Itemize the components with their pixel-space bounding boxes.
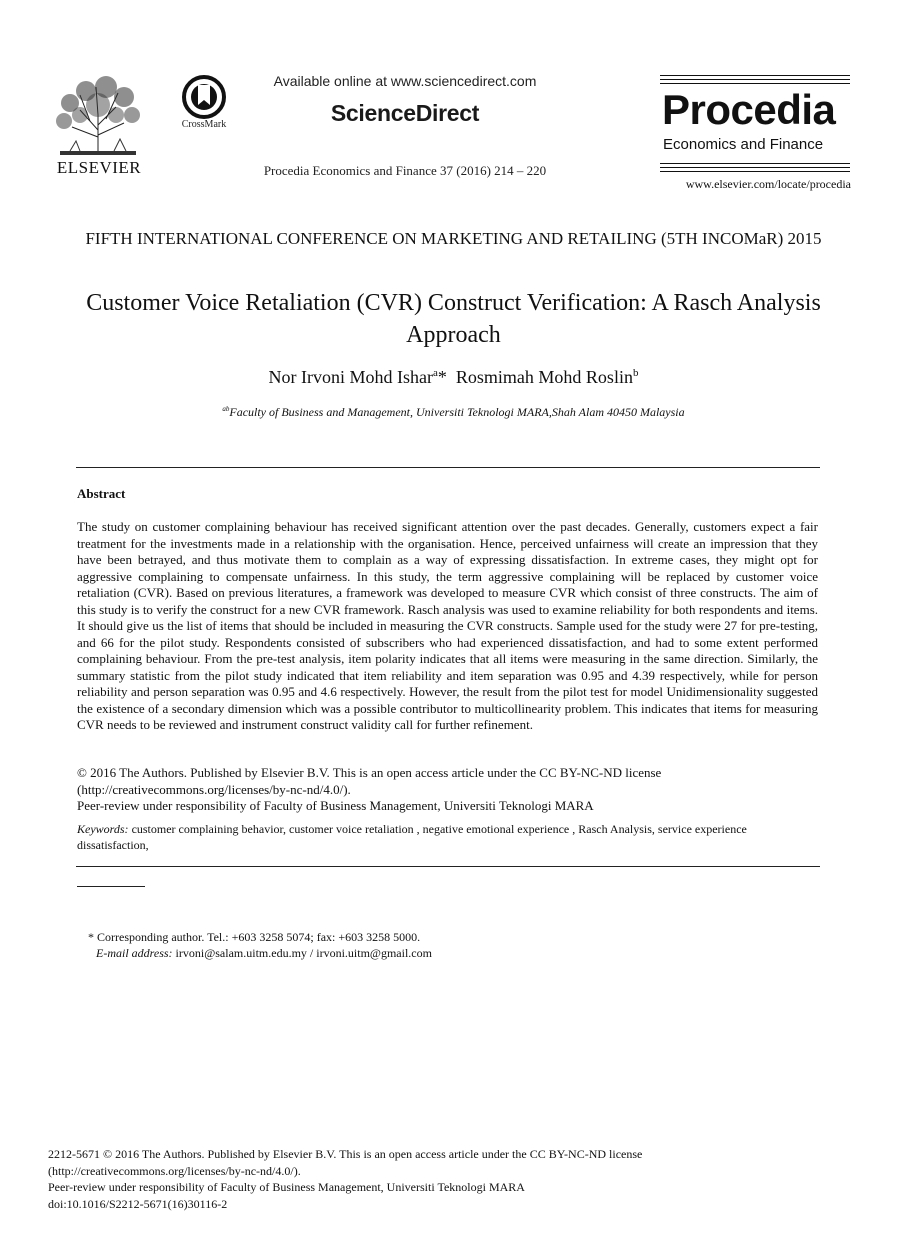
procedia-title: Procedia <box>662 86 836 133</box>
doi[interactable]: doi:10.1016/S2212-5671(16)30116-2 <box>48 1196 228 1211</box>
divider <box>76 866 820 867</box>
peer-review-text: Peer-review under responsibility of Faculty of Business Management, Universiti Teknologi MARA <box>77 798 594 813</box>
copyright-block <box>77 765 818 815</box>
keywords-text: customer complaining behavior, customer voice retaliation , negative emotional experience , Rasch Analysis, service experience dissatisfaction, <box>77 822 747 852</box>
footer-peer-review: Peer-review under responsibility of Faculty of Business Management, Universiti Teknologi MARA <box>48 1180 525 1194</box>
conference-name: FIFTH INTERNATIONAL CONFERENCE ON MARKETING AND RETAILING (5TH INCOMaR) 2015 <box>85 229 822 248</box>
page-footer <box>48 1146 848 1212</box>
sciencedirect-logo: ScienceDirect <box>330 100 480 126</box>
affiliation-text: Faculty of Business and Management, Universiti Teknologi MARA,Shah Alam 40450 Malaysia <box>229 405 685 419</box>
email-label: E-mail address: <box>96 946 173 960</box>
crossmark-label: CrossMark <box>181 119 227 130</box>
author-list <box>60 367 847 388</box>
article-title: Customer Voice Retaliation (CVR) Construct Verification: A Rasch Analysis Approach <box>86 290 821 348</box>
footer-license-link[interactable]: (http://creativecommons.org/licenses/by-nc-nd/4.0/). <box>48 1163 301 1178</box>
procedia-masthead <box>660 75 850 193</box>
author-affiliation-mark: b <box>632 367 639 379</box>
journal-reference: Procedia Economics and Finance 37 (2016) 214 – 220 <box>263 163 547 178</box>
author-name: Rosmimah Mohd Roslin <box>455 367 633 387</box>
footnote <box>88 929 788 961</box>
keywords <box>77 821 818 853</box>
author-affiliation-mark: a <box>433 367 438 379</box>
author-name: Nor Irvoni Mohd Ishar <box>268 367 434 387</box>
keywords-label: Keywords: <box>77 822 129 836</box>
divider <box>76 467 820 468</box>
abstract-text: The study on customer complaining behaviour has received significant attention over the past decades. Generally, customers expect a fair treatment for the investments made in a relationship with the organisation. Hence, perceived unfairness will create an impression that they have been betrayed, and thus motivate them to complain as a way of expressing dissatisfaction. In extreme cases, they might opt for aggressive complaining to compensate unfairness. In this study, the term aggressive complaining will be replaced by customer voice retaliation (CVR). Based on previous literatures, a framework was developed to measure CVR which consist of three constructs. The aim of this study is to verify the construct for a new CVR framework. Rasch analysis was used to examine reliability for both respondents and items. It should give us the list of items that should be included in measuring the CVR constructs. Sample used for the study were 27 for pre-testing, and 66 for the pilot study. Respondents consisted of subscribers who had experienced dissatisfaction, and had to some extent performed complaining behaviour. From the pre-test analysis, item polarity indicates that all items were measuring in the same direction. Similarly, the summary statistic from the pilot study indicated that item reliability and item separation was 0.95 and 4.39 respectively, while for person reliability and person separation was 0.95 and 4.6 respectively. However, the result from the pilot test for model Unidimensionality suggested the existence of a secondary dimension which was a possible contributor to multicollinearity problem. This indicates that items for measuring CVR needs to be reviewed and instrument construct validity call for further refinement. <box>77 519 818 732</box>
procedia-subtitle: Economics and Finance <box>663 136 824 153</box>
procedia-url[interactable]: www.elsevier.com/locate/procedia <box>685 177 851 191</box>
corresponding-author-mark: * <box>437 367 447 387</box>
publisher-name: ELSEVIER <box>56 158 142 177</box>
abstract-heading: Abstract <box>77 486 126 501</box>
footnote-rule <box>77 886 145 887</box>
issn-copyright: 2212-5671 © 2016 The Authors. Published by Elsevier B.V. This is an open access article under the CC BY-NC-ND license <box>48 1147 643 1161</box>
corresponding-author-note: * Corresponding author. Tel.: +603 3258 5074; fax: +603 3258 5000. <box>88 930 421 944</box>
affiliation <box>60 405 847 420</box>
copyright-text: © 2016 The Authors. Published by Elsevier B.V. This is an open access article under the CC BY-NC-ND license <box>77 765 662 780</box>
affiliation-mark: ab <box>222 405 230 413</box>
license-link[interactable]: (http://creativecommons.org/licenses/by-nc-nd/4.0/). <box>77 781 351 797</box>
available-online-text[interactable]: Available online at www.sciencedirect.com <box>273 73 537 89</box>
email-address[interactable]: irvoni@salam.uitm.edu.my / irvoni.uitm@gmail.com <box>172 946 432 960</box>
